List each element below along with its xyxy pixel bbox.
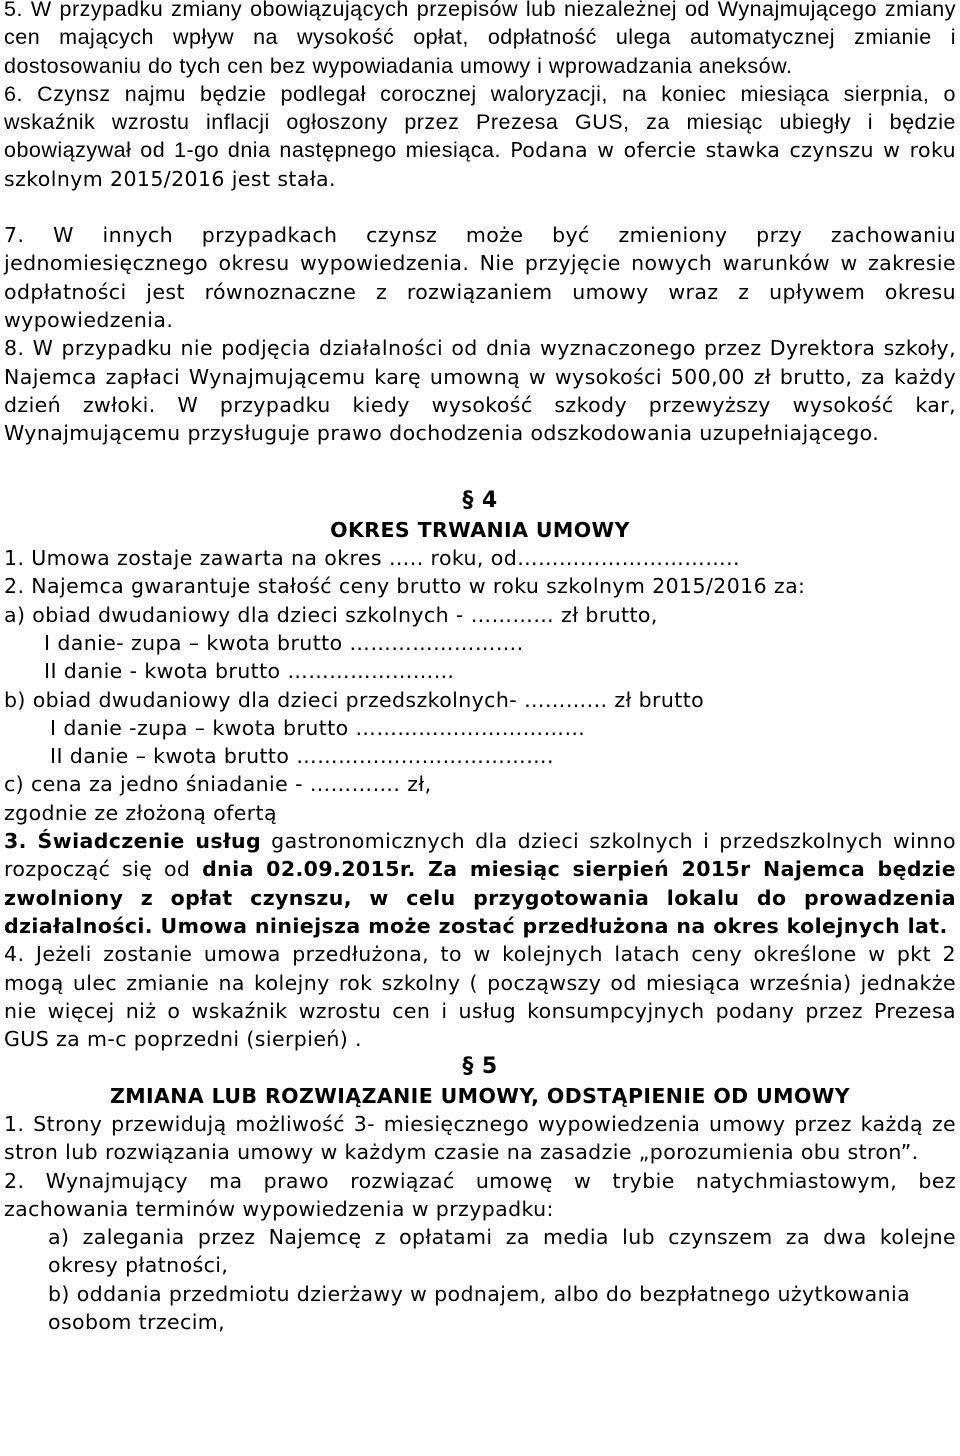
s5-item-2a: a) zalegania przez Najemcę z opłatami za media lub czynszem za dwa kolejne okresy płatności,: [48, 1225, 956, 1278]
s4-item-2d: zgodnie ze złożoną ofertą: [4, 800, 277, 825]
s4-item-2b-course-1: I danie -zupa – kwota brutto ……………………………: [50, 715, 586, 740]
s4-item-3: [4, 827, 956, 940]
s4-item-3-lead: 3. Świadczenie usług: [4, 829, 262, 854]
s5-item-2: 2. Wynajmujący ma prawo rozwiązać umowę w trybie natychmiastowym, bez zachowania terminów wypowiedzenia w przypadku:: [4, 1168, 956, 1221]
s4-item-2b-course-2: II danie – kwota brutto ……………………………….: [50, 744, 554, 769]
spacer: [4, 193, 956, 221]
section-5-number: § 5: [462, 1054, 498, 1080]
s4-item-3-emphasis: dnia 02.09.2015r. Za miesiąc sierpień 2015r Najemca będzie zwolniony z opłat czynszu, w celu przygotowania lokalu do prowadzenia działalności. Umowa niniejsza może zostać przedłużona na okres kolejnych lat.: [4, 857, 957, 938]
paragraph-6-text-b: Podana w ofercie stawka czynszu w roku szkolnym 2015/2016 jest stała.: [4, 138, 956, 191]
s5-item-1: 1. Strony przewidują możliwość 3- miesięcznego wypowiedzenia umowy przez każdą ze stron lub rozwiązania umowy w każdym czasie na zasadzie „porozumienia obu stron”.: [4, 1111, 956, 1165]
s4-item-3-text: gastronomicznych dla dzieci szkolnych i przedszkolnych winno rozpocząć się od: [4, 829, 956, 882]
s5-item-2b: b) oddania przedmiotu dzierżawy w podnajem, albo do bezpłatnego użytkowania: [48, 1281, 911, 1306]
s4-item-2c: c) cena za jedno śniadanie - …………. zł,: [4, 772, 432, 797]
paragraph-6-text: 6. Czynsz najmu będzie podlegał corocznej waloryzacji, na koniec miesiąca sierpnia, o wskaźnik wzrostu inflacji ogłoszony przez Prezesa GUS, za miesiąc ubiegły i będzie obowiązywał od 1-go dnia następnego miesiąca.: [4, 81, 956, 163]
s4-item-1: 1. Umowa zostaje zawarta na okres ….. roku, od…………………………..: [4, 546, 740, 571]
s4-item-2: 2. Najemca gwarantuje stałość ceny brutto w roku szkolnym 2015/2016 za:: [4, 574, 806, 599]
s4-item-4: 4. Jeżeli zostanie umowa przedłużona, to w kolejnych latach ceny określone w pkt 2 mogą ulec zmianie na kolejny rok szkolny ( począwszy od miesiąca września) jednakże nie więcej niż o wskaźnik wzrostu cen i usług konsumpcyjnych podany przez Prezesa GUS za m-c poprzedni (sierpień) .: [4, 942, 956, 1052]
paragraph-8: 8. W przypadku nie podjęcia działalności od dnia wyznaczonego przez Dyrektora szkoły, Najemca zapłaci Wynajmującemu karę umowną w wysokości 500,00 zł brutto, za każdy dzień zwłoki. W przypadku kiedy wysokość szkody przewyższy wysokość kar, Wynajmującemu przysługuje prawo dochodzenia odszkodowania uzupełniającego.: [4, 336, 956, 446]
s4-item-2a-course-1: I danie- zupa – kwota brutto …………………….: [44, 630, 524, 655]
spacer: [4, 447, 956, 487]
s4-item-2a: a) obiad dwudaniowy dla dzieci szkolnych - ………… zł brutto,: [4, 602, 658, 627]
paragraph-7-text: 7. W innych przypadkach czynsz może być zmieniony przy zachowaniu jednomiesięcznego okresu wypowiedzenia.: [4, 223, 956, 276]
section-4-title: OKRES TRWANIA UMOWY: [330, 517, 630, 542]
s5-item-2b-continued: osobom trzecim,: [48, 1310, 226, 1335]
section-4-number: § 4: [462, 488, 498, 514]
paragraph-7-text-b: Nie przyjęcie nowych warunków w zakresie odpłatności jest równoznaczne z rozwiązaniem umowy wraz z upływem okresu wypowiedzenia.: [4, 251, 956, 332]
s4-item-2a-course-2: II danie - kwota brutto ……………………: [44, 659, 455, 684]
paragraph-7: [4, 221, 956, 334]
paragraph-6: [4, 80, 956, 193]
document-page: [4, 0, 956, 1336]
s4-item-2b: b) obiad dwudaniowy dla dzieci przedszkolnych- ………... zł brutto: [4, 687, 705, 712]
section-5-title: ZMIANA LUB ROZWIĄZANIE UMOWY, ODSTĄPIENIE OD UMOWY: [109, 1083, 851, 1108]
paragraph-5: 5. W przypadku zmiany obowiązujących przepisów lub niezależnej od Wynajmującego zmiany cen mających wpływ na wysokość opłat, odpłatność ulega automatycznej zmianie i dostosowaniu do tych cen bez wypowiadania umowy i wprowadzania aneksów.: [4, 0, 956, 78]
